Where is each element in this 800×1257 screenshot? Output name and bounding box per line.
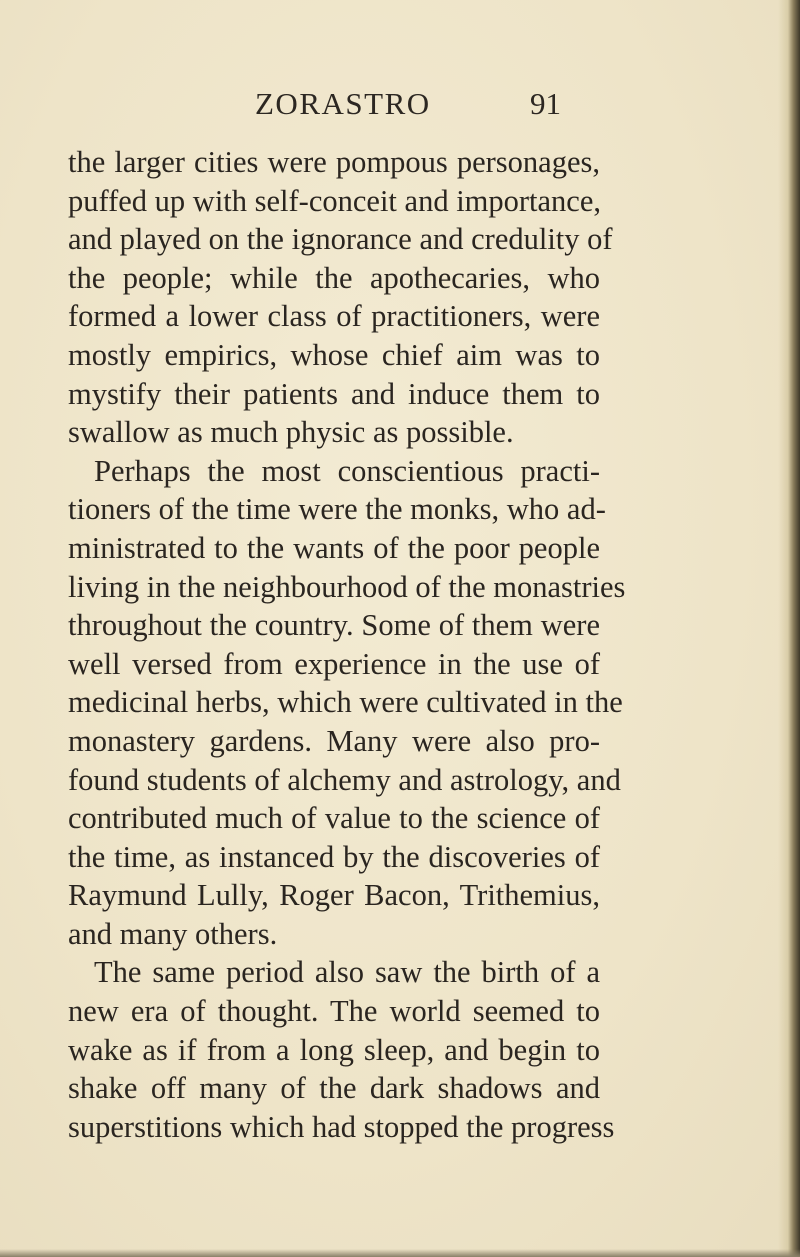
text-line: throughout the country. Some of them were	[68, 608, 600, 643]
text-line: the larger cities were pompous personages,	[68, 145, 600, 179]
text-line: The same period also saw the birth of a	[94, 955, 600, 990]
text-line: mystify their patients and induce them to	[68, 376, 600, 411]
page-header	[0, 86, 800, 126]
text-line: and played on the ignorance and credulity of	[68, 222, 613, 257]
page-edge-shadow	[778, 0, 800, 1257]
text-line: puffed up with self-conceit and importance,	[68, 183, 602, 218]
text-line: new era of thought. The world seemed to	[68, 994, 600, 1029]
text-line: medicinal herbs, which were cultivated in the	[68, 685, 623, 720]
text-line: living in the neighbourhood of the monastries	[68, 569, 626, 604]
text-line: well versed from experience in the use of	[68, 646, 600, 681]
text-line: formed a lower class of practitioners, were	[68, 299, 600, 334]
text-line: monastery gardens. Many were also pro-	[68, 723, 600, 758]
text-line: wake as if from a long sleep, and begin to	[68, 1032, 600, 1067]
page-number: 91	[530, 86, 561, 121]
text-line: superstitions which had stopped the progress	[68, 1109, 615, 1144]
body-text	[68, 143, 626, 1146]
text-line: shake off many of the dark shadows and	[68, 1071, 600, 1106]
text-line: ministrated to the wants of the poor people	[68, 530, 600, 565]
text-line: the people; while the apothecaries, who	[68, 260, 600, 295]
running-title: ZORASTRO	[255, 86, 431, 121]
text-line: and many others.	[68, 916, 278, 951]
text-line: mostly empirics, whose chief aim was to	[68, 337, 600, 372]
text-line: contributed much of value to the science of	[68, 801, 600, 836]
text-line: found students of alchemy and astrology, and	[68, 762, 621, 797]
text-line: tioners of the time were the monks, who ad-	[68, 492, 606, 527]
text-line: Raymund Lully, Roger Bacon, Trithemius,	[68, 878, 600, 913]
page-bottom-shadow	[0, 1249, 800, 1257]
text-line: Perhaps the most conscientious practi-	[94, 453, 600, 488]
text-line: the time, as instanced by the discoveries of	[68, 839, 600, 874]
text-line: swallow as much physic as possible.	[68, 415, 514, 450]
